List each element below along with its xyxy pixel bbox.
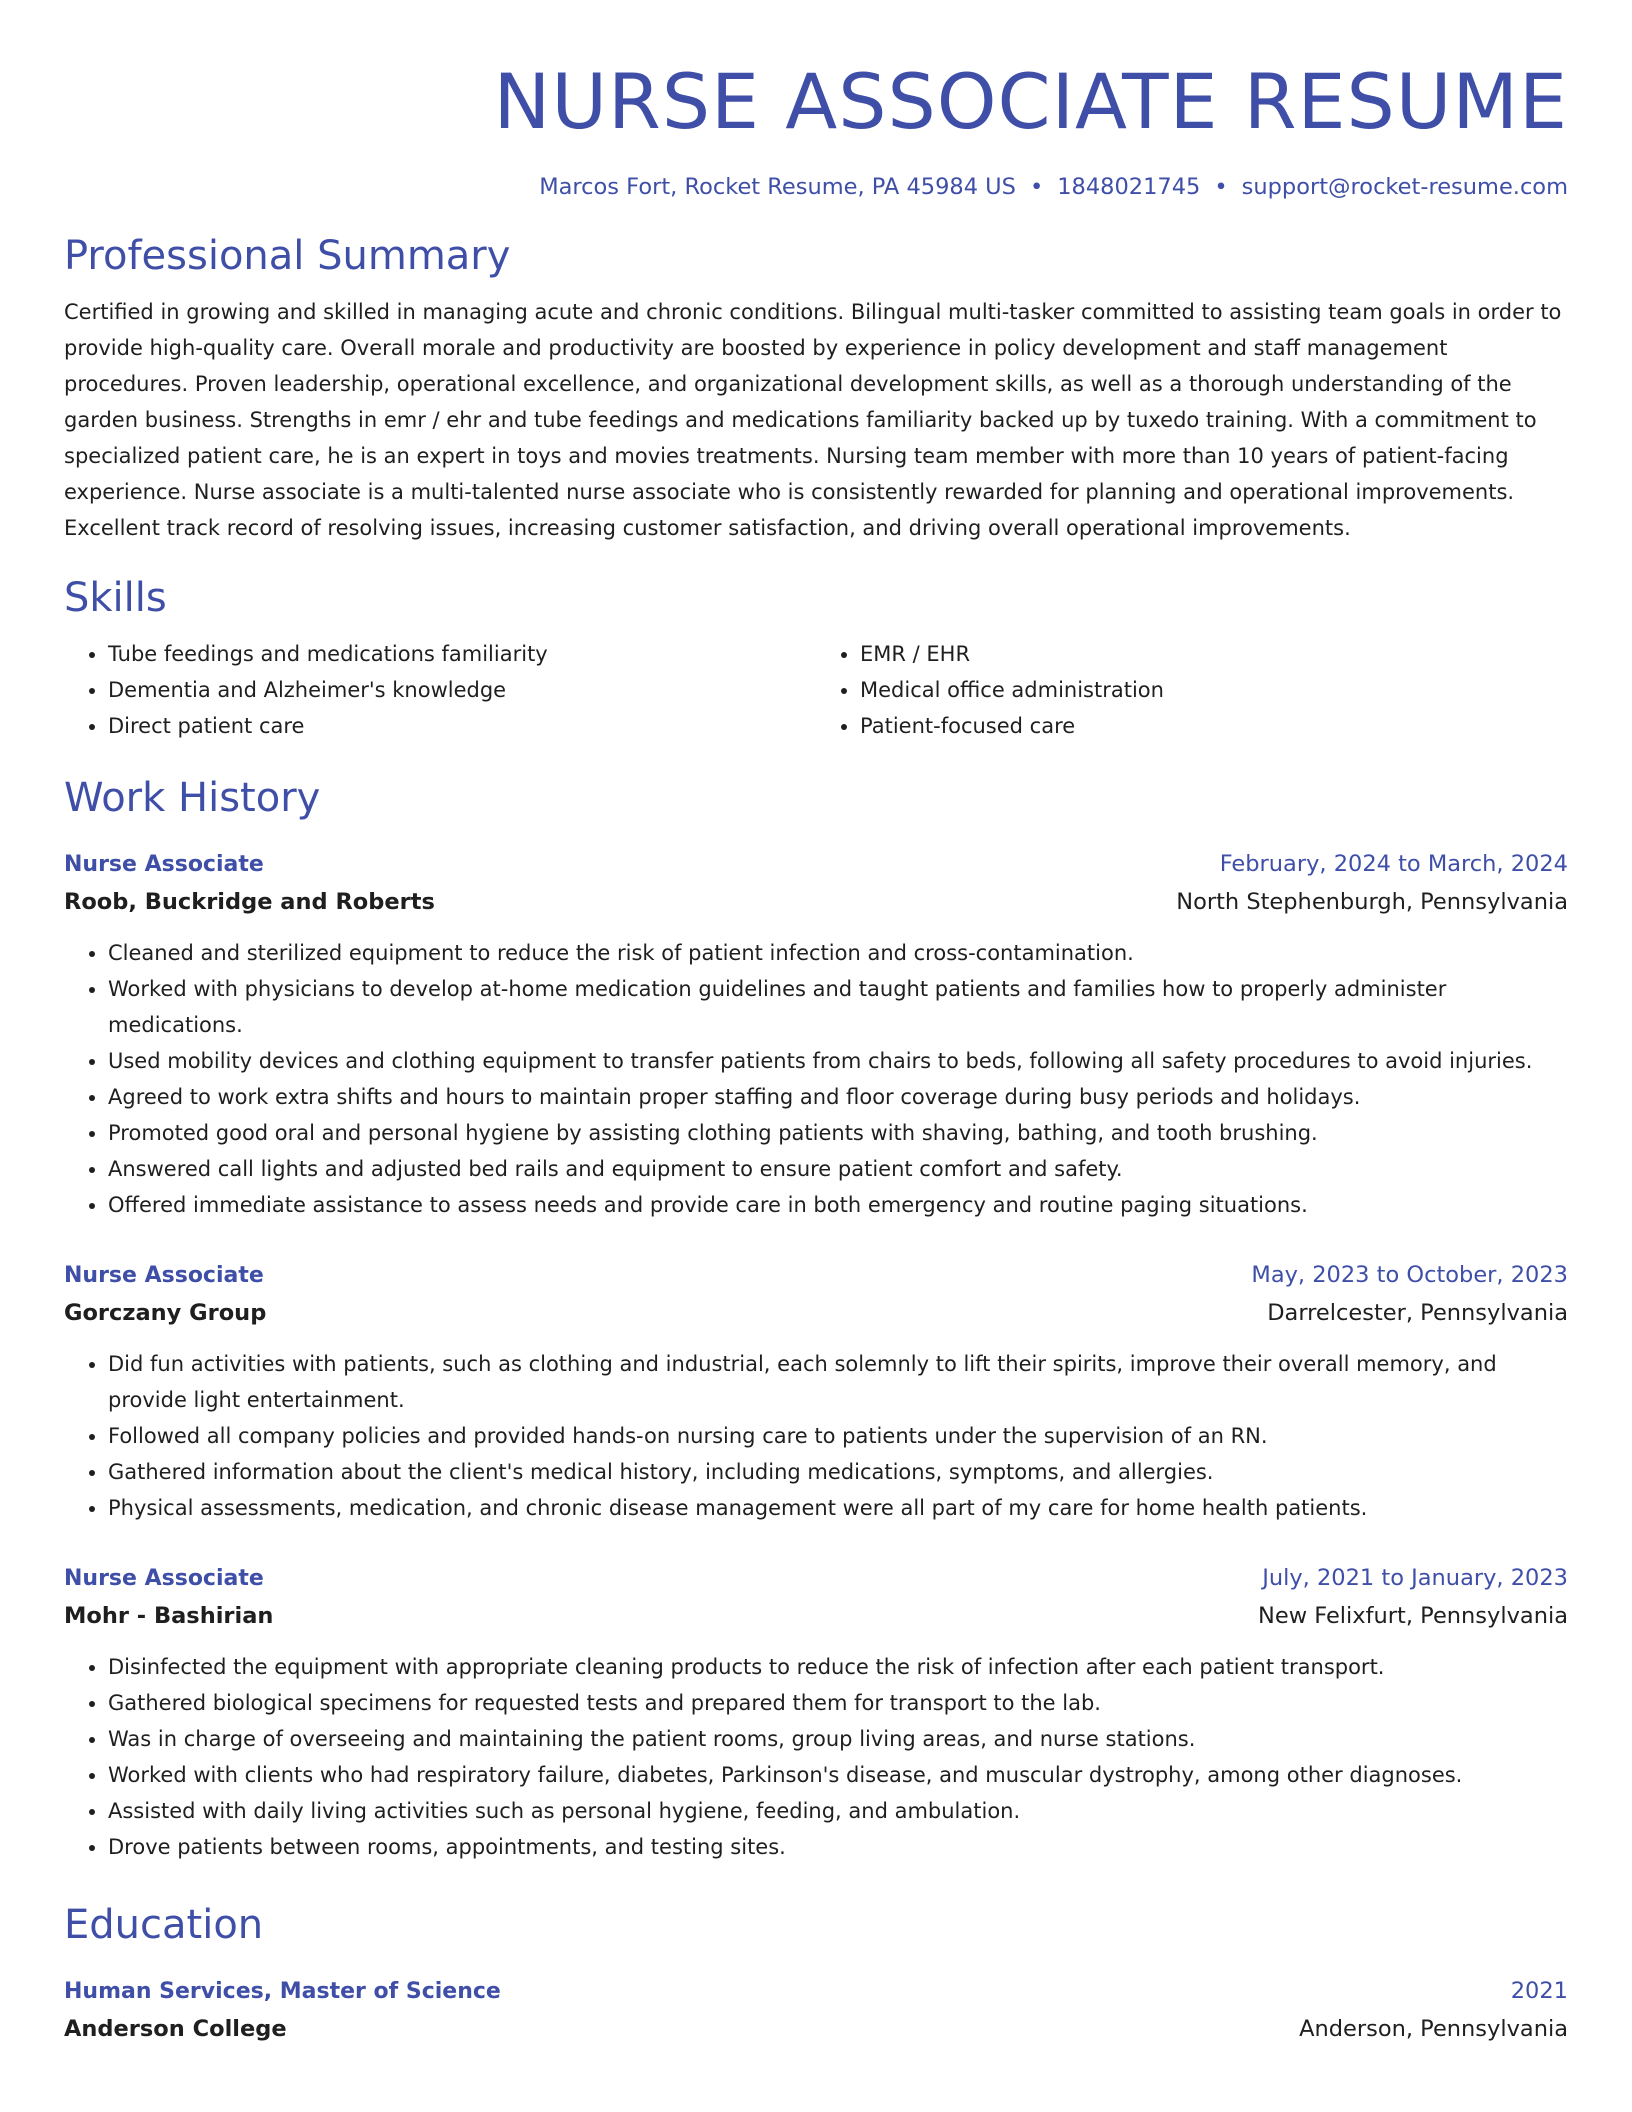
education-entry [64,1973,1568,2048]
contact-email: support@rocket-resume.com [1241,174,1568,200]
job-bullets [64,1649,1568,1865]
contact-phone: 1848021745 [1057,174,1201,200]
resume-title: NURSE ASSOCIATE RESUME [493,57,1568,146]
skills-heading: Skills [64,575,167,621]
job-bullet: • Worked with physicians to develop at-home medication guidelines and taught patients and families how to properly administer medications. [108,971,1568,1043]
job-bullet: • Physical assessments, medication, and chronic disease management were all part of my care for home health patients. [108,1490,1568,1526]
job-company: Gorczany Group [64,1300,267,1326]
contact-address: Marcos Fort, Rocket Resume, PA 45984 US [539,174,1016,200]
education-year: 2021 [1510,1978,1568,2004]
education-degree: Human Services, Master of Science [64,1979,501,2004]
job-bullets [64,1346,1568,1526]
job-bullet: • Was in charge of overseeing and maintaining the patient rooms, group living areas, and nurse stations. [108,1721,1568,1757]
skills-column-right [816,636,1568,744]
education-heading: Education [64,1902,264,1948]
job-bullet: • Used mobility devices and clothing equipment to transfer patients from chairs to beds, following all safety procedures to avoid injuries. [108,1043,1568,1079]
skill-item: • Patient-focused care [860,708,1568,744]
job-location: New Felixfurt, Pennsylvania [1258,1603,1568,1629]
summary-text: Certified in growing and skilled in managing acute and chronic conditions. Bilingual multi-tasker committed to assisting team goals in order to provide high-quality care. Overall morale and productivity are boosted by experience in policy development and staff management procedures. Proven leadership, operational excellence, and organizational development skills, as well as a thorough understanding of the garden business. Strengths in emr / ehr and tube feedings and medications familiarity backed up by tuxedo training. With a commitment to specialized patient care, he is an expert in toys and movies treatments. Nursing team member with more than 10 years of patient-facing experience. Nurse associate is a multi-talented nurse associate who is consistently rewarded for planning and operational improvements. Excellent track record of resolving issues, increasing customer satisfaction, and driving overall operational improvements. [64,300,1562,540]
job-bullet: • Offered immediate assistance to assess needs and provide care in both emergency and routine paging situations. [108,1187,1568,1223]
job-bullets [64,935,1568,1223]
work-history-heading: Work History [64,775,321,821]
job-company: Mohr - Bashirian [64,1603,274,1629]
job-entry [64,1560,1568,1865]
skill-item: • EMR / EHR [860,636,1568,672]
job-bullet: • Followed all company policies and provided hands-on nursing care to patients under the supervision of an RN. [108,1418,1568,1454]
education-location: Anderson, Pennsylvania [1299,2016,1568,2042]
job-bullet: • Worked with clients who had respiratory failure, diabetes, Parkinson's disease, and muscular dystrophy, among other diagnoses. [108,1757,1568,1793]
skill-item: • Tube feedings and medications familiarity [108,636,816,672]
skill-item: • Direct patient care [108,708,816,744]
job-dates: July, 2021 to January, 2023 [1262,1565,1568,1591]
job-entry [64,1257,1568,1526]
job-bullet: • Gathered information about the client's medical history, including medications, symptoms, and allergies. [108,1454,1568,1490]
skill-item: • Dementia and Alzheimer's knowledge [108,672,816,708]
contact-separator: • [1214,174,1228,200]
skills-column-left [64,636,816,744]
job-company: Roob, Buckridge and Roberts [64,889,435,915]
job-title: Nurse Associate [64,852,264,877]
job-dates: May, 2023 to October, 2023 [1251,1262,1568,1288]
job-bullet: • Promoted good oral and personal hygiene by assisting clothing patients with shaving, bathing, and tooth brushing. [108,1115,1568,1151]
job-bullet: • Did fun activities with patients, such as clothing and industrial, each solemnly to lift their spirits, improve their overall memory, and provide light entertainment. [108,1346,1568,1418]
job-bullet: • Disinfected the equipment with appropriate cleaning products to reduce the risk of infection after each patient transport. [108,1649,1568,1685]
job-bullet: • Agreed to work extra shifts and hours to maintain proper staffing and floor coverage during busy periods and holidays. [108,1079,1568,1115]
contact-separator: • [1029,174,1044,200]
job-bullet: • Drove patients between rooms, appointments, and testing sites. [108,1829,1568,1865]
job-location: North Stephenburgh, Pennsylvania [1176,889,1568,915]
summary-heading: Professional Summary [64,233,511,279]
job-bullet: • Assisted with daily living activities such as personal hygiene, feeding, and ambulation. [108,1793,1568,1829]
job-location: Darrelcester, Pennsylvania [1267,1300,1568,1326]
education-school: Anderson College [64,2016,287,2042]
job-bullet: • Gathered biological specimens for requested tests and prepared them for transport to the lab. [108,1685,1568,1721]
job-title: Nurse Associate [64,1263,264,1288]
job-entry [64,846,1568,1223]
skill-item: • Medical office administration [860,672,1568,708]
skills-list [64,636,1568,744]
job-bullet: • Answered call lights and adjusted bed rails and equipment to ensure patient comfort and safety. [108,1151,1568,1187]
job-bullet: • Cleaned and sterilized equipment to reduce the risk of patient infection and cross-contamination. [108,935,1568,971]
contact-line [64,172,1568,202]
job-title: Nurse Associate [64,1566,264,1591]
job-dates: February, 2024 to March, 2024 [1219,851,1568,877]
